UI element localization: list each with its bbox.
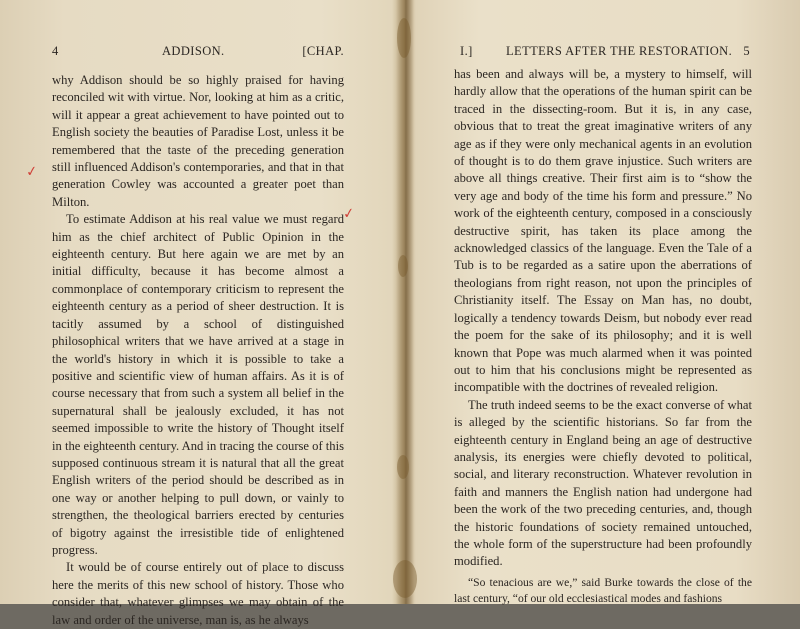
right-page xyxy=(404,0,800,604)
chapter-marker: [CHAP. xyxy=(302,44,344,58)
right-page-body xyxy=(454,66,752,607)
left-page-body xyxy=(52,72,344,629)
right-page-header xyxy=(460,44,750,60)
left-page xyxy=(0,0,400,627)
paragraph: why Addison should be so highly praised for having reconciled wit with virtue. Nor, looking at him as a critic, will it appear a great achievement to have pointed out to English society the beauties of Paradise Lost, unless it be remembered that the taste of the preceding generation still influenced Addison's contemporaries, and that in that generation Cowley was accounted a greater poet than Milton. xyxy=(52,73,344,209)
paragraph: has been and always will be, a mystery to himself, will hardly allow that the operations of the human spirit can be traced in the dissecting-room. But it is, in any case, obvious that to treat the great imaginative writers of any age as if they were only mechanical agents in an evolution of thought is to do them grave injustice. Such writers are above all things creative. Their first aim is to “show the very age and body of the time his form and pressure.” No work of the eighteenth century, composed in a consciously destructive spirit, has taken its place among the acknowledged classics of the language. Even the Tale of a Tub is to be regarded as a satire upon the aberrations of theologians from right reason, not upon the principles of Christianity itself. The Essay on Man has, no doubt, logically a tendency towards Deism, but nobody ever read the poem for the sake of its philosophy; and it is well known that Pope was much alarmed when it was pointed out to him that his conclusions might be represented as incompatible with the doctrines of revealed religion. xyxy=(454,67,752,395)
page-number: 5 xyxy=(743,44,750,58)
paragraph: “So tenacious are we,” said Burke towards the close of the last century, “of our old ecclesiastical modes and fashions xyxy=(454,575,752,605)
left-page-header xyxy=(52,44,344,60)
page-number: 4 xyxy=(52,44,59,58)
paragraph: To estimate Addison at his real value we must regard him as the chief architect of Public Opinion in the eighteenth century. But here again we are met by an initial difficulty, because it has become almost a commonplace of contemporary criticism to represent the eighteenth century as a period of sheer destruction. It is tacitly assumed by a school of distinguished philosophical writers that we have arrived at a stage in the world's history in which it is possible to take a positive and scientific view of human affairs. As it is of course necessary that from such a system all belief in the supernatural shall be jealously excluded, it has not seemed impossible to write the history of Thought itself in the eighteenth century. And in tracing the course of this supposed continuous stream it is natural that all the great English writers of the period should be described as in one way or another helping to pull down, or vainly to strengthen, the theological barriers erected by centuries of bigotry against the irresistible tide of enlightened progress. xyxy=(52,212,344,557)
paragraph: It would be of course entirely out of place to discuss here the merits of this new school of history. Those who consider that, whatever glimpses we may obtain of the law and order of the universe, man is, as he always xyxy=(52,560,344,627)
chapter-marker: I.] xyxy=(460,44,473,58)
margin-check-mark: ✓ xyxy=(341,205,356,223)
running-title: LETTERS AFTER THE RESTORATION. xyxy=(506,44,733,58)
running-title: ADDISON. xyxy=(162,44,225,58)
margin-check-mark: ✓ xyxy=(24,163,39,181)
paragraph: The truth indeed seems to be the exact converse of what is alleged by the scientific historians. So far from the eighteenth century in England being an age of destructive analysis, its energies were chiefly devoted to political, social, and literary reconstruction. Whatever revolution in faith and manners the English nation had undergone had been the work of the two preceding centuries, and, though the historic foundations of society remained untouched, the whole form of the superstructure had been profoundly modified. xyxy=(454,397,752,569)
